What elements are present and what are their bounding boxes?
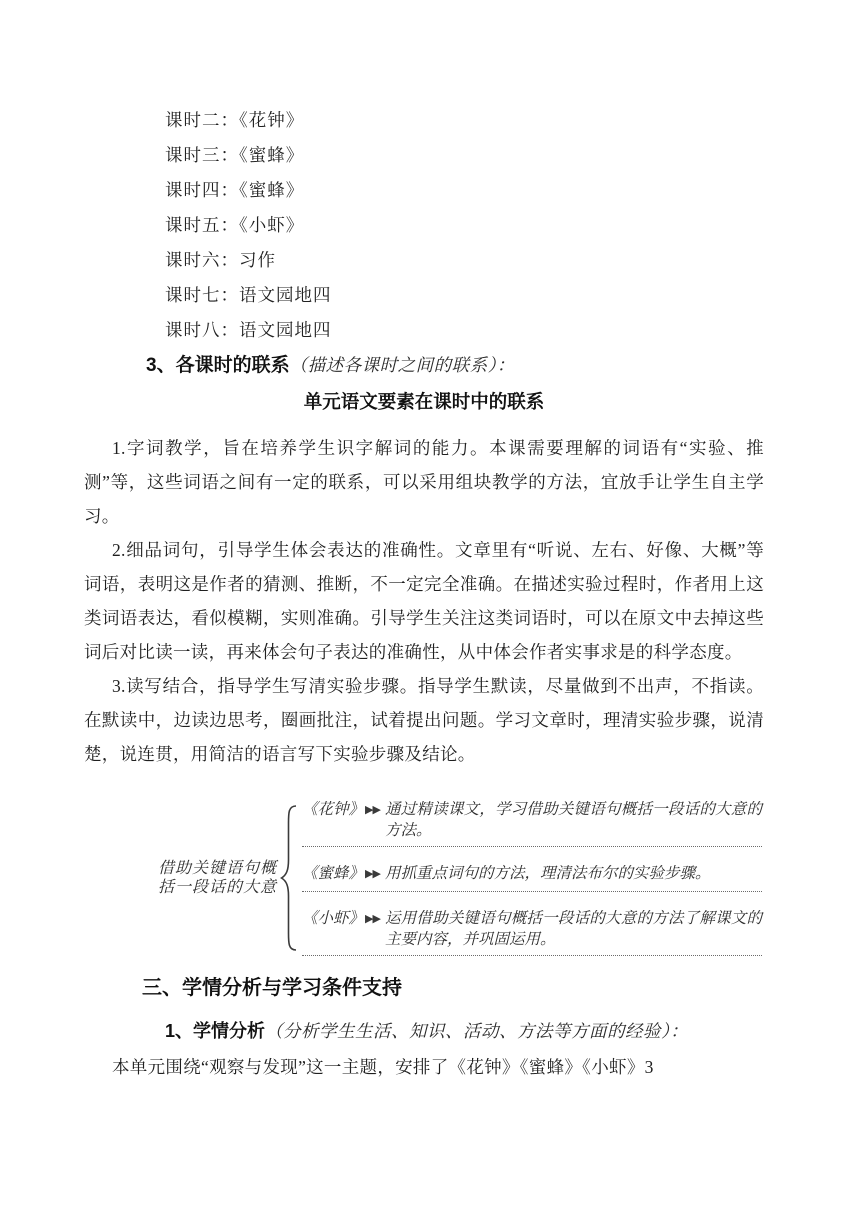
section3-heading — [146, 348, 764, 384]
book-title: 《花钟》 — [302, 801, 365, 818]
paragraph: 3.读写结合，指导学生写清实验步骤。指导学生默读，尽量做到不出声，不指读。在默读中，边读边思考，圈画批注，试着提出问题。学习文章时，理清实验步骤，说清楚，说连贯，用简洁的语言写下实验步骤及结论。 — [84, 676, 764, 764]
lesson-item: 课时三：《蜜蜂》 — [165, 145, 305, 165]
subsection-heading — [165, 1014, 764, 1050]
subsection-heading-title: 1、学情分析 — [165, 1021, 266, 1041]
diagram-label-line: 括一段话的大意 — [158, 878, 278, 896]
section3-heading-title: 3、各课时的联系 — [146, 355, 290, 376]
diagram-item-text: 运用借助关键语句概括一段话的大意的方法了解课文的主要内容，并巩固运用。 — [384, 910, 762, 948]
double-arrow-icon: ▶▶ — [365, 913, 380, 925]
diagram-items — [302, 799, 762, 956]
double-arrow-icon: ▶▶ — [365, 868, 380, 880]
diagram-label — [158, 859, 280, 897]
diagram-item-title — [302, 863, 380, 886]
paragraph-block — [84, 431, 764, 771]
unit-element-heading: 单元语文要素在课时中的联系 — [303, 391, 545, 412]
diagram-item — [302, 863, 762, 892]
lesson-item: 课时六：习作 — [165, 250, 276, 270]
lesson-item: 课时七：语文园地四 — [165, 285, 332, 305]
double-arrow-icon: ▶▶ — [365, 804, 380, 816]
diagram-item-title — [302, 908, 380, 931]
section3-heading-note: （描述各课时之间的联系）： — [289, 355, 515, 375]
diagram-item — [302, 799, 762, 847]
book-title: 《小虾》 — [302, 910, 365, 927]
lesson-item: 课时二：《花钟》 — [165, 110, 305, 130]
diagram-label-line: 借助关键语句概 — [158, 859, 278, 877]
paragraph: 1.字词教学，旨在培养学生识字解词的能力。本课需要理解的词语有“实验、推测”等，这些词语之间有一定的联系，可以采用组块教学的方法，宜放手让学生自主学习。 — [84, 438, 764, 526]
lesson-list — [165, 103, 764, 348]
paragraph: 本单元围绕“观察与发现”这一主题，安排了《花钟》《蜜蜂》《小虾》3 — [112, 1057, 654, 1077]
lesson-item: 课时五：《小虾》 — [165, 215, 305, 235]
diagram-item-text: 用抓重点词句的方法，理清法布尔的实验步骤。 — [384, 865, 711, 882]
diagram-item-title — [302, 799, 380, 822]
lesson-item: 课时四：《蜜蜂》 — [165, 180, 305, 200]
book-title: 《蜜蜂》 — [302, 865, 365, 882]
paragraph: 2.细品词句，引导学生体会表达的准确性。文章里有“听说、左右、好像、大概”等词语，表明这是作者的猜测、推断，不一定完全准确。在描述实验过程时，作者用上这类词语表达，看似模糊，实则准确。引导学生关注这类词语时，可以在原文中去掉这些词后对比读一读，再来体会句子表达的准确性，从中体会作者实事求是的科学态度。 — [84, 540, 764, 662]
section-three-heading: 三、学情分析与学习条件支持 — [142, 977, 402, 999]
diagram-item — [302, 908, 762, 956]
diagram-item-text: 通过精读课文，学习借助关键语句概括一段话的大意的方法。 — [384, 801, 762, 839]
subsection-heading-note: （分析学生生活、知识、活动、方法等方面的经验）： — [265, 1021, 689, 1041]
diagram — [158, 799, 764, 956]
brace-icon — [280, 804, 298, 952]
lesson-item: 课时八：语文园地四 — [165, 320, 332, 340]
